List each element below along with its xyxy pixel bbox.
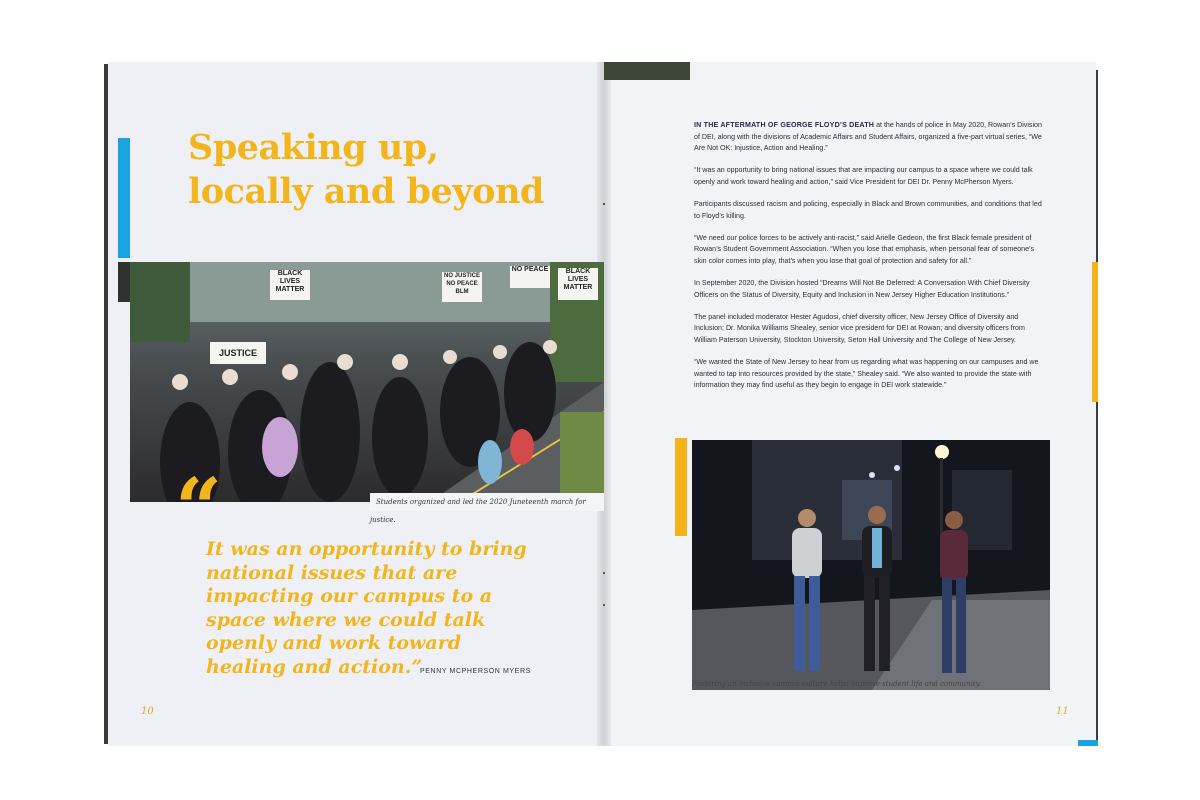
march-photo-caption: Students organized and led the 2020 Juneteenth march for justice. [370,493,604,511]
protest-sign: JUSTICE [210,342,266,364]
headline-line-1: Speaking up, [188,127,439,168]
pull-quote: It was an opportunity to bring national issues that are impacting our campus to a space where we could talk openly and work toward healing and action.” [206,538,527,678]
protest-sign: BLACK LIVES MATTER [558,268,598,300]
olive-accent-bar [604,62,690,80]
article-body [694,120,1046,402]
blue-accent-bar [118,138,130,258]
paragraph-3: Participants discussed racism and policing, especially in Black and Brown communities, and conditions that led to Floyd’s killing. [694,199,1042,220]
protest-sign: BLACK LIVES MATTER [270,270,310,300]
campus-night-illustration [692,440,1050,690]
lead-in: IN THE AFTERMATH OF GEORGE FLOYD’S DEATH [694,121,875,129]
page-number-right: 11 [1056,706,1069,717]
blue-edge-tab [1078,740,1098,746]
protest-sign: NO PEACE [510,266,550,288]
paragraph-7: “We wanted the State of New Jersey to hear from us regarding what was happening on our campuses and we wanted to tap into resources provided by the state,” Shealey said. “We also wanted to provide the state with information they may find useful as they begin to engage in DEI work statewide.” [694,357,1039,390]
paragraph-5: In September 2020, the Division hosted “Dreams Will Not Be Deferred: A Conversation With Chief Diversity Officers on the Status of Diversity, Equity and Inclusion in New Jersey Higher Education Institutions.” [694,278,1030,299]
paragraph-1-text: at the hands of police in May 2020, Rowan’s Division of DEI, along with the divisions of Academic Affairs and Student Affairs, organized a five-part virtual series, “We Are Not OK: Injustice, Action and Healing.” [694,121,1042,153]
crop-mark [603,203,605,205]
campus-photo-caption: Fostering an inclusive campus culture helps improve student life and community. [692,680,981,688]
dark-accent-bar [118,262,130,302]
paragraph-2: “It was an opportunity to bring national issues that are impacting our campus to a space where we could talk openly and work toward healing and action,” said Vice President for DEI Dr. Penny McPherson Myers. [694,166,1033,186]
yellow-edge-tab [1092,262,1098,402]
quote-mark: “ [175,461,223,557]
paragraph-6: The panel included moderator Hester Agudosi, chief diversity officer, New Jersey Office of Diversity and Inclusion; Dr. Monika Williams Shealey, senior vice president for DEI at Rowan; and diversity officers from William Paterson University, Stockton University, Seton Hall University and The College of New Jersey. [694,312,1025,344]
paragraph-1 [694,120,1046,155]
yellow-accent-bar [675,438,687,536]
paragraph-4: “We need our police forces to be actively anti-racist,” said Arielle Gedeon, the first Black female president of Rowan’s Student Government Association. “When you lose that emphasis, when personal fear of someone’s skin color comes into play, that’s when you lose that goal of protection and safety for all.” [694,233,1035,265]
protest-sign: NO JUSTICE NO PEACE BLM [442,272,482,302]
headline-line-2: locally and beyond [188,171,544,212]
crop-mark [603,604,605,606]
quote-attribution: PENNY MCPHERSON MYERS [420,668,531,675]
headline [188,126,568,214]
campus-night-photo [692,440,1050,690]
crop-mark [603,572,605,574]
page-number-left: 10 [141,706,154,717]
